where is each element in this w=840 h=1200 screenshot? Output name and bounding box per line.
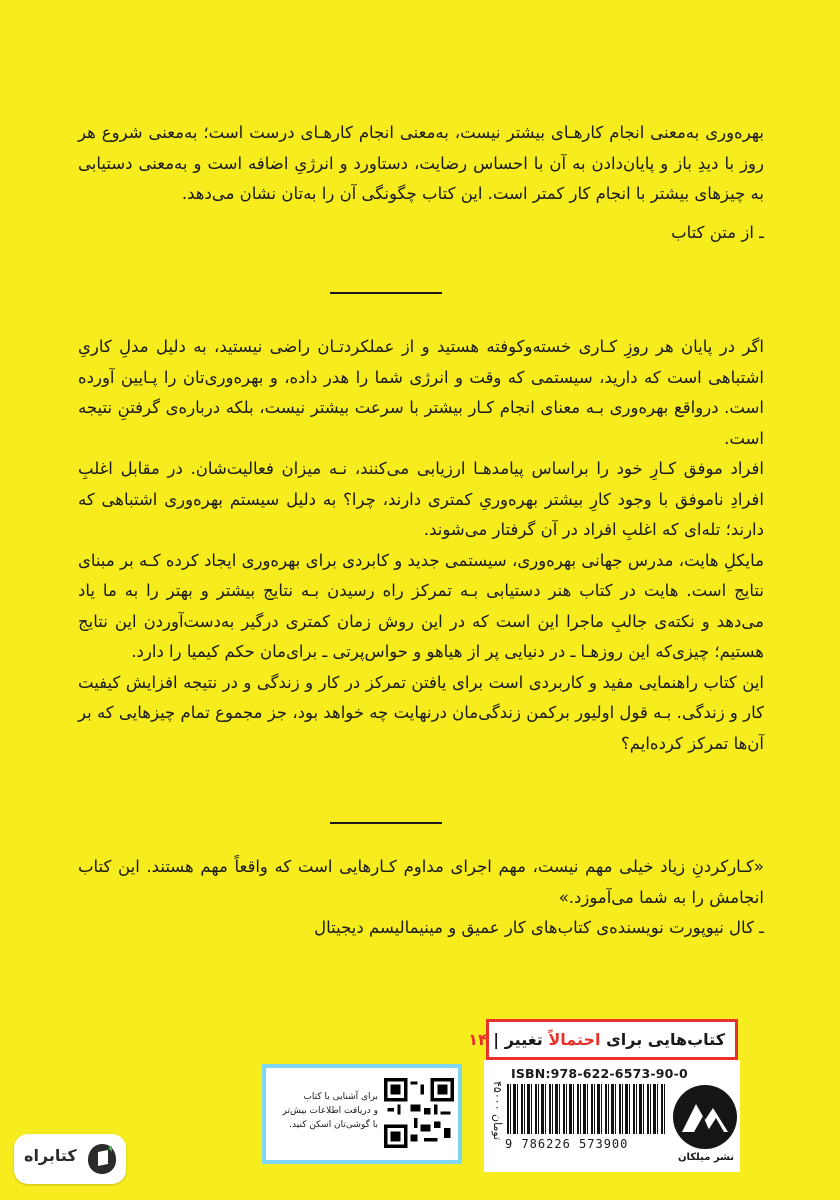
qr-code-icon[interactable] bbox=[384, 1078, 454, 1152]
series-number: ۱۴ bbox=[468, 1030, 488, 1049]
kitabrah-label: کتابراه bbox=[24, 1146, 77, 1165]
isbn-label: ISBN:978-622-6573-90-0 bbox=[511, 1066, 688, 1081]
qr-instructions bbox=[274, 1090, 378, 1132]
qr-panel bbox=[262, 1064, 462, 1164]
book-description bbox=[78, 332, 764, 759]
qr-line-3: با گوشی‌تان اسکن کنید. bbox=[289, 1120, 378, 1130]
series-prefix: کتاب‌هایی برای bbox=[600, 1030, 725, 1049]
intro-quote bbox=[78, 118, 764, 248]
barcode-digits: 9 786226 573900 bbox=[505, 1137, 629, 1151]
endorsement-attribution: ـ کال نیوپورت نویسنده‌ی کتاب‌های کار عمیق و مینیمالیسم دیجیتال bbox=[314, 918, 764, 937]
publisher-name: نشر میلکان bbox=[677, 1152, 735, 1163]
description-paragraph-2: افراد موفق کـارِ خود را براساس پیامدهـا ارزیابی می‌کنند، نـه میزان فعالیت‌شان. در مقابل اغلبِ افرادِ ناموفق با وجود کارِ بیشتر بهره‌وریِ کمتری دارند، چرا؟ به دلیل سیستم بهره‌وری اشتباهی که دارند؛ تله‌ای که اغلبِ افراد در آن گرفتار می‌شوند. bbox=[78, 459, 764, 539]
barcode bbox=[507, 1084, 667, 1134]
mountain-logo-icon bbox=[672, 1084, 738, 1154]
description-paragraph-1: اگر در پایان هر روزِ کـاری خسته‌وکوفته هستید و از عملکردتـان راضی نیستید، به دلیل مدلِ کاریِ اشتباهی است که دارید، سیستمی که وقت و انرژی شما را هدر داده، و بهره‌وری‌تان را پـایین آورده است. درواقع بهره‌وری بـه معنای انجام کـار بیشتر با سرعت بیشتر نیست، بلکه درباره‌ی گرفتنِ نتیجه است. bbox=[78, 337, 764, 448]
kitabrah-logo-icon bbox=[86, 1142, 118, 1180]
endorsement bbox=[78, 852, 764, 944]
series-accent: احتمالاً bbox=[548, 1030, 601, 1049]
intro-quote-attribution: ـ از متن کتاب bbox=[671, 222, 764, 242]
endorsement-text: «کـارکردنِ زیاد خیلی مهم نیست، مهم اجرای مداوم کـارهایی است که واقعاً مهم هستند. این کتاب انجامش را به شما می‌آموزد.» bbox=[78, 857, 764, 907]
intro-quote-text: بهره‌وری به‌معنی انجام کارهـای بیشتر نیست، به‌معنی انجام کارهـای درست است؛ به‌معنی شروع هر روز با دیدِ باز و پایان‌دادن به آن با احساس رضایت، دستاورد و انرژیِ اضافه است و به‌معنی دستیابی به چیزهای بیشتر با انجام کار کمتر است. این کتاب چگونگی آن را به‌تان نشان می‌دهد. bbox=[78, 123, 764, 203]
separator-bottom bbox=[330, 822, 442, 824]
qr-line-2: و دریافت اطلاعات بیش‌تر bbox=[282, 1106, 378, 1116]
price-label: ۴۵۰۰۰ تومان bbox=[491, 1081, 504, 1141]
qr-line-1: برای آشنایی با کتاب bbox=[303, 1092, 378, 1102]
description-paragraph-3: مایکلِ هایت، مدرس جهانی بهره‌وری، سیستمی جدید و کابردی برای بهره‌وری ایجاد کرده کـه بر مبنای نتایج است. هایت در کتاب هنر دستیابی بـه تمرکز راه رسیدن بـه نتایج بیشتر و بهتر را به ما یاد می‌دهد و نکته‌ی جالبِ ماجرا این است که در این روش زمان کمتری درگیر به‌دست‌آوردن این نتایج هستیم؛ چیزی‌که این روزهـا ـ در دنیایی پر از هیاهو و حواس‌پرتی ـ برای‌مان حکم کیمیا را دارد. bbox=[78, 550, 764, 661]
description-paragraph-4: این کتاب راهنمایی مفید و کاربردی است برای یافتن تمرکز در کار و زندگی و در نتیجه افزایش کیفیت کار و زندگی. بـه قول اولیور برکمن زندگی‌مان درنهایت چه خواهد بود، جز مجموع تمام چیزهایی که بر آن‌ها تمرکز کرده‌ایم؟ bbox=[78, 672, 764, 753]
series-suffix: تغییر | bbox=[487, 1030, 549, 1049]
series-label bbox=[468, 1019, 738, 1060]
kitabrah-badge[interactable] bbox=[14, 1134, 126, 1184]
separator-top bbox=[330, 292, 442, 294]
